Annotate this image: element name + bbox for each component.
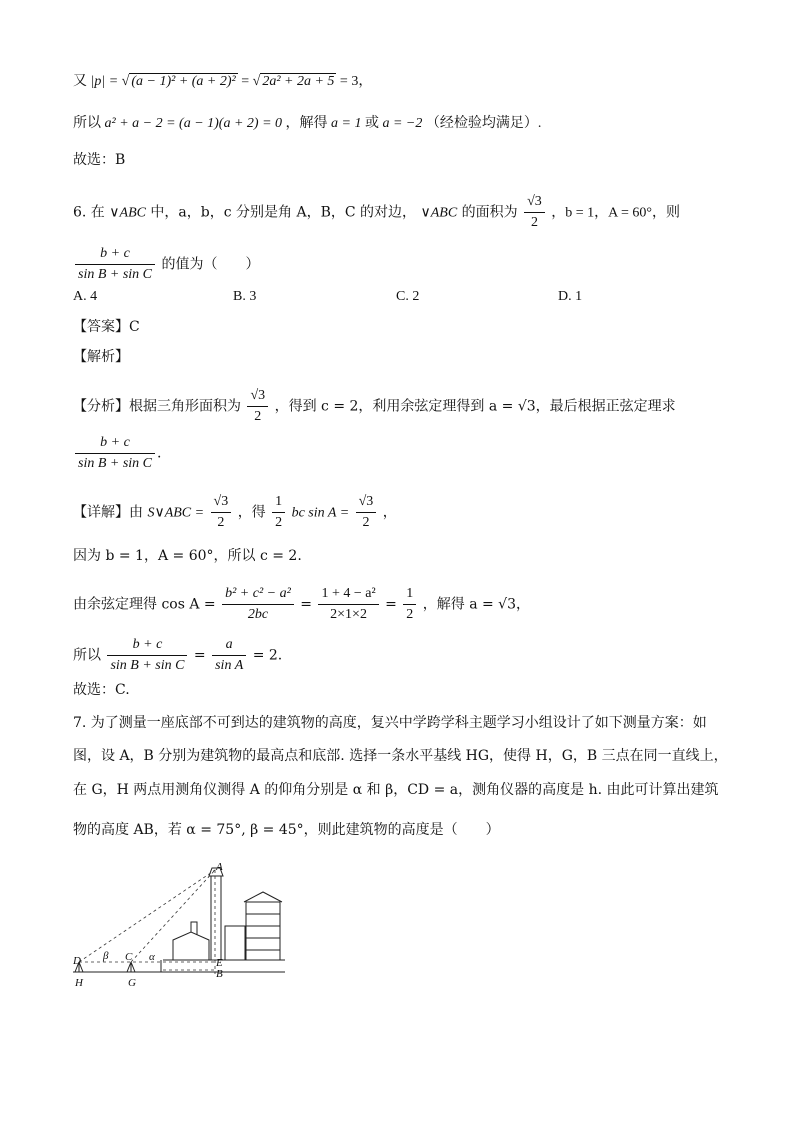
suoyi-den1: sin B + sin C — [110, 658, 185, 673]
suoyi-num1: b + c — [107, 635, 187, 656]
xiangjie-frac — [356, 492, 377, 533]
cos-frac2 — [318, 584, 378, 625]
half-num: 1 — [272, 492, 285, 513]
s-num: √3 — [211, 492, 232, 513]
fenxi-num: √3 — [247, 386, 268, 407]
fenxi-b: ，得到 c = 2，利用余弦定理得到 a = √3，最后根据正弦定理求 — [274, 398, 676, 415]
q6-cos-line — [73, 584, 530, 625]
q6-stem-c: 的面积为 — [461, 204, 518, 221]
label-d: D — [73, 955, 81, 967]
q6-stem-a: 6. 在 — [73, 204, 105, 221]
line-1: 又 |p| = √ (a − 1)² + (a + 2)² = √ 2a² + 2a + 5 = 3， — [73, 74, 373, 89]
cos-end: ，解得 a = √3， — [422, 596, 531, 613]
fenxi-frac2-den: sin B + sin C — [78, 456, 153, 471]
fenxi-a: 【分析】根据三角形面积为 — [73, 398, 241, 415]
line-2 — [73, 114, 541, 134]
q6-yinwei: 因为 b = 1，A = 60°，所以 c = 2. — [73, 548, 302, 564]
q6-frac-num: b + c — [75, 244, 155, 265]
q6-jiexi: 【解析】 — [73, 349, 129, 365]
s-den: 2 — [217, 515, 225, 530]
building-roof — [244, 892, 282, 902]
q6-area-frac — [524, 192, 545, 233]
q6-stem-d: ，b = 1，A = 60°，则 — [551, 205, 680, 221]
line2-sol1: a = 1 — [331, 116, 362, 131]
instrument-g — [127, 962, 135, 972]
silo — [225, 926, 245, 960]
fenxi-end: . — [157, 445, 162, 462]
q6-xiangjie — [73, 492, 397, 533]
cos-den1: 2bc — [247, 607, 269, 622]
option-d: D. 1 — [558, 289, 583, 304]
label-b: B — [216, 968, 223, 980]
q7-line1: 7. 为了测量一座底部不可到达的建筑物的高度，复兴中学跨学科主题学习小组设计了如下测量方案：如 — [73, 715, 707, 731]
half-den: 2 — [275, 515, 283, 530]
xiangjie-b: ，得 — [237, 504, 266, 521]
xiangjie-c: bc sin A = — [291, 505, 350, 521]
q6-tri2: ∨ABC — [420, 205, 458, 221]
q7-line2: 图，设 A，B 分别为建筑物的最高点和底部. 选择一条水平基线 HG，使得 H，G，B 三点在同一直线上， — [73, 748, 728, 764]
line1-expr2: 2a² + 2a + 5 — [262, 74, 335, 89]
cos-frac1 — [222, 584, 294, 625]
label-alpha: α — [149, 951, 155, 963]
label-c: C — [125, 951, 133, 963]
cos-num3: 1 — [403, 584, 416, 605]
s-frac — [211, 492, 232, 533]
q6-fenxi-line1 — [73, 386, 676, 427]
line2-or: 或 — [364, 116, 379, 131]
cos-den2: 2×1×2 — [330, 607, 367, 622]
label-beta: β — [103, 950, 109, 962]
suoyi-end: = 2. — [252, 647, 283, 664]
q6-stem-b: 中，a，b，c 分别是角 A，B，C 的对边， — [150, 204, 417, 221]
half-frac — [272, 492, 285, 533]
s-label: S∨ABC = — [147, 505, 205, 521]
q6-stem-line2 — [73, 244, 259, 285]
cos-num1: b² + c² − a² — [222, 584, 294, 605]
p-abs: |p| = — [90, 74, 119, 89]
q6-frac-den: sin B + sin C — [78, 267, 153, 282]
q7-line4: 物的高度 AB，若 α = 75°, β = 45°，则此建筑物的高度是（ ） — [73, 822, 500, 838]
suoyi-frac2 — [212, 635, 246, 676]
cos-den3: 2 — [406, 607, 414, 622]
suoyi-frac1 — [107, 635, 187, 676]
cos-num2: 1 + 4 − a² — [318, 584, 378, 605]
cos-frac3 — [403, 584, 416, 625]
cos-eq: = — [300, 596, 312, 613]
line2-prefix: 所以 — [73, 116, 101, 131]
line1-result: = 3， — [339, 74, 373, 89]
line1-prefix: 又 — [73, 74, 87, 89]
line1-eq: = — [241, 74, 250, 89]
house-left — [173, 932, 209, 960]
tower — [211, 876, 221, 960]
building-diagram — [73, 862, 288, 992]
fenxi-frac2 — [75, 433, 155, 474]
option-a: A. 4 — [73, 289, 98, 304]
xiangjie-end: ， — [382, 504, 397, 521]
label-e: E — [216, 957, 223, 969]
line2-sol2: a = −2 — [382, 116, 423, 131]
line2-expr: a² + a − 2 = (a − 1)(a + 2) = 0 — [104, 116, 283, 131]
line2-note: （经检验均满足）. — [425, 116, 542, 131]
suoyi-eq: = — [193, 647, 206, 664]
label-h: H — [75, 977, 83, 989]
fenxi-frac2-num: b + c — [75, 433, 155, 454]
q6-answer: 【答案】C — [73, 319, 140, 335]
cos-a: 由余弦定理得 cos A = — [73, 596, 216, 613]
q6-suoyi-line — [73, 635, 282, 676]
fenxi-frac — [247, 386, 268, 427]
q6-stem-e: 的值为（ ） — [161, 256, 260, 273]
line2-mid: ，解得 — [285, 116, 328, 131]
q6-guxuan: 故选：C. — [73, 682, 130, 698]
sightline-h — [79, 870, 215, 962]
label-a: A — [216, 862, 223, 873]
option-b: B. 3 — [233, 289, 257, 304]
answer-line-b: 故选：B — [73, 152, 126, 168]
suoyi-num2: a — [212, 635, 246, 656]
q6-stem-line1 — [73, 192, 680, 233]
q6-tri: ∨ABC — [109, 205, 146, 221]
suoyi-a: 所以 — [73, 647, 101, 664]
building-right — [246, 902, 280, 960]
q7-line3: 在 G，H 两点用测角仪测得 A 的仰角分别是 α 和 β，CD = a，测角仪器的高度是 h. 由此可计算出建筑 — [73, 782, 719, 798]
xiangjie-num: √3 — [356, 492, 377, 513]
cos-eq2: = — [385, 596, 397, 613]
q6-frac — [75, 244, 155, 285]
line1-expr: (a − 1)² + (a + 2)² — [131, 74, 236, 89]
suoyi-den2: sin A — [215, 658, 244, 673]
building-figure — [73, 862, 288, 996]
q6-area-num: √3 — [524, 192, 545, 213]
xiangjie-den: 2 — [362, 515, 370, 530]
q6-fenxi-line2 — [73, 433, 161, 474]
option-c: C. 2 — [396, 289, 420, 304]
q6-area-den: 2 — [530, 215, 538, 230]
fenxi-den: 2 — [254, 409, 262, 424]
xiangjie-a: 【详解】由 — [73, 504, 143, 521]
label-g: G — [128, 977, 136, 989]
